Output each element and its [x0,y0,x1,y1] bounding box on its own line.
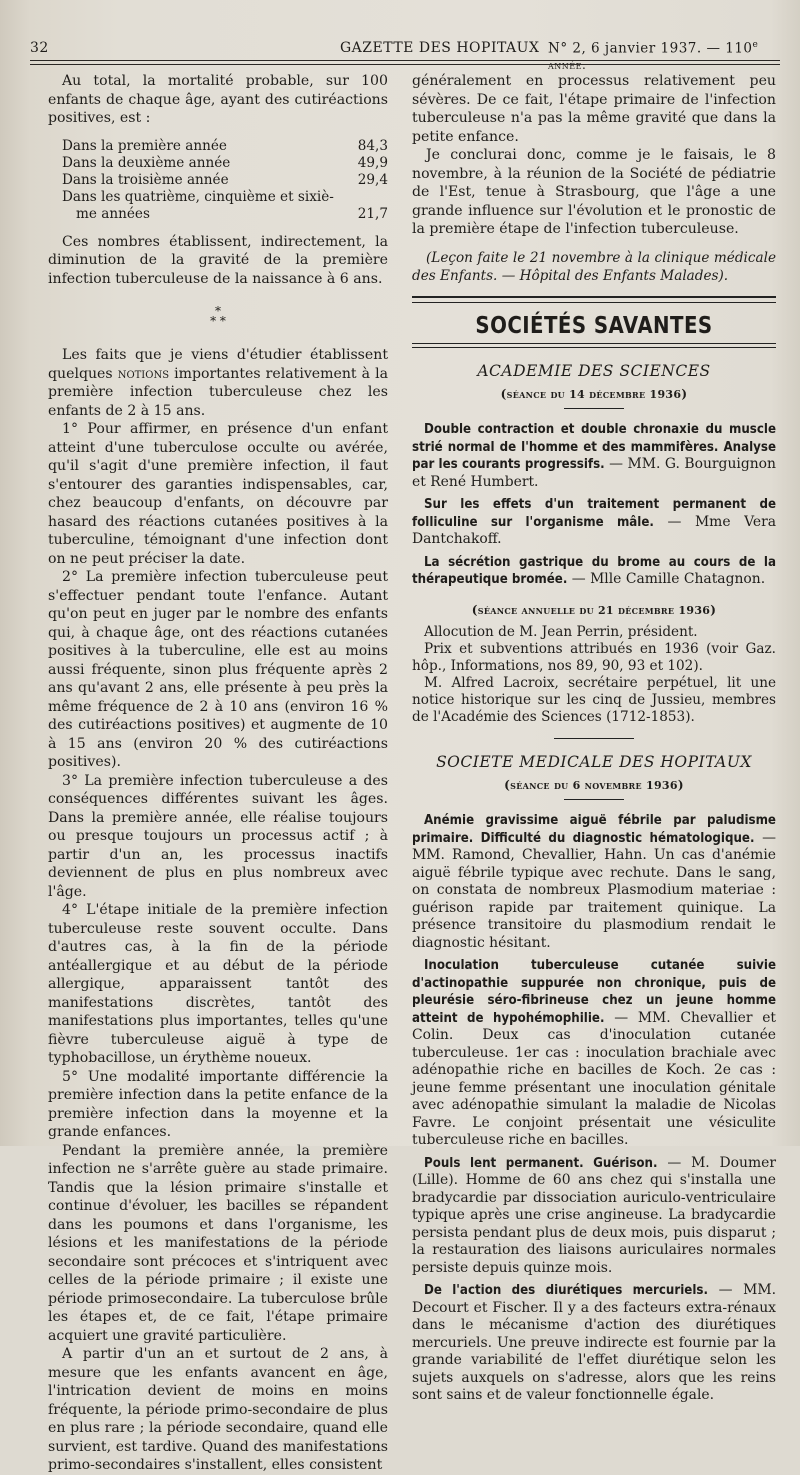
seance-text: séance du 14 décembre 1936 [506,387,682,401]
seance-heading: (séance du 14 décembre 1936) [500,386,688,401]
stat-label: Dans les quatrième, cinquième et sixiè- [62,188,334,205]
intro-paragraph: Au total, la mortalité probable, sur 100 enfants de chaque âge, ayant des cutiréactions positives, est : [48,73,388,126]
seance-text: séance du 6 novembre 1936 [510,778,678,792]
stat-row [62,189,388,223]
stat-row [62,138,388,155]
paragraph: 4° L'étape initiale de la première infection tuberculeuse reste souvent occulte. Dans d'autres cas, à la fin de la période antéallergique et au début de la période allergique, apparaissent tantôt des manifestations discrètes, tantôt des manifestations plus importantes, telles qu'une fièvre tuberculeuse aiguë à type de typhobacillose, un érythème noueux. [48,902,388,1066]
conclusion-paragraph: Ces nombres établissent, indirectement, la diminution de la gravité de la première infection tuberculeuse de la naissance à 6 ans. [48,233,388,287]
entry-text: Un cas d'anémie aiguë fébrile typique avec rechute. Dans le sang, on constata de nombreux Plasmodium materiae : guérison rapide par traitement quinique. La présence transitoire du plasmodium rendait le diagnostic hésitant. [412,847,776,951]
paragraph: 3° La première infection tuberculeuse a des conséquences différentes suivant les âges. Dans la première année, elle réalise toujours ou presque toujours un processus actif ; à partir d'un an, les processus inactifs deviennent de plus en plus nombreux avec l'âge. [48,772,388,900]
paragraph: 2° La première infection tuberculeuse peut s'effectuer pendant toute l'enfance. Autant qu'on peut en juger par le nombre des enfants qui, à chaque âge, ont des réactions cutanées positives à la tuberculine, elle est au moins aussi fréquente, sinon plus fréquente après 2 ans qu'avant 2 ans, elle présente à peu près la même fréquence de 2 à 10 ans (environ 16 % des cutiréactions positives) et augmente de 10 à 15 ans (environ 20 % des cutiréactions positives). [48,569,388,770]
entry-authors: — Mlle Camille Chatagnon. [571,571,766,587]
text-span: importantes relativement à la première infection tuberculeuse chez les enfants de 2 à 15 ans. [48,365,388,419]
stat-row [62,172,388,189]
divider [564,408,624,409]
text-span: notions [117,365,170,382]
page-number: 32 [30,40,49,56]
communication-entry [412,554,776,589]
divider [554,738,634,739]
entry-authors: — MM. Decourt et Fischer. [412,1282,777,1316]
stat-label: me années [76,205,150,222]
stat-value: 49,9 [357,154,388,171]
paragraph: Je conclurai donc, comme je le faisais, le 8 novembre, à la réunion de la Société de pédiatrie de l'Est, tenue à Strasbourg, que l'âge a une grande influence sur l'évolution et le pronostic de la première étape de l'infection tuberculeuse. [412,147,776,237]
stat-label: Dans la troisième année [62,171,229,188]
seance-heading: (séance annuelle du 21 décembre 1936) [471,602,717,617]
communication-entry [412,496,776,549]
asterism-top: * [215,304,221,318]
communication-entry [412,421,776,491]
issue-suffix: année. [548,57,587,72]
entry-title: La sécrétion gastrique du brome au cours de la thérapeutique bromée. [412,554,776,587]
paragraph: généralement en processus relativement peu sévères. De ce fait, l'étape primaire de l'infection tuberculeuse n'a pas la même gravité que dans la petite enfance. [412,73,776,145]
entry-authors: — MM. Chevallier et Colin. [412,1009,776,1043]
stat-value: 21,7 [357,205,388,222]
issue-sup: e [752,40,759,50]
section-rule [412,343,776,348]
stat-row [62,155,388,172]
stat-label: Dans la première année [62,137,227,154]
left-column [48,72,388,1475]
entry-title: Sur les effets d'un traitement permanent de folliculine sur l'organisme mâle. [412,497,776,530]
lecture-credit: (Leçon faite le 21 novembre à la clinique médicale des Enfants. — Hôpital des Enfants Malades). [412,249,776,284]
seance-text: séance annuelle du 21 décembre 1936 [477,603,711,617]
annual-item: M. Alfred Lacroix, secrétaire perpétuel, lit une notice historique sur les cinq de Jussieu, membres de l'Académie des Sciences (1712-1853). [412,675,776,725]
section-title: SOCIÉTÉS SAVANTES [475,312,713,339]
seance-heading: (séance du 6 novembre 1936) [504,777,684,792]
communication-entry [412,812,776,952]
annual-item: Prix et subventions attribués en 1936 (voir Gaz. hôp., Informations, nos 89, 90, 93 et 102). [412,641,776,674]
header-rule [30,60,780,65]
entry-title: Double contraction et double chronaxie du muscle strié normal de l'homme et des mammifères. Analyse par les courants progressifs. [412,422,776,472]
entry-authors: — MM. G. Bourguignon et René Humbert. [412,456,776,490]
issue-main: N° 2, 6 janvier 1937. — 110 [548,40,753,57]
asterism [48,306,388,326]
stat-label: Dans la deuxième année [62,154,231,171]
entry-authors: — Mme Vera Dantchakoff. [412,513,777,547]
entry-title: Anémie gravissime aiguë fébrile par paludisme primaire. Difficulté du diagnostic hématologique. [412,813,776,846]
right-column [412,72,776,1410]
communication-entry [412,1282,776,1405]
entry-authors: — MM. Ramond, Chevallier, Hahn. [412,829,776,863]
communication-entry [412,957,776,1150]
entry-authors: — M. Doumer (Lille). [412,1154,777,1188]
stat-value: 84,3 [357,137,388,154]
paragraph: 1° Pour affirmer, en présence d'un enfant atteint d'une tuberculose occulte ou avérée, qu'il s'agit d'une première infection, il faut s'entourer des garanties indispensables, car, chez beaucoup d'enfants, on découvre par hasard des réactions cutanées positives à la tuberculine, témoignant d'une infection dont on ne peut préciser la date. [48,421,388,567]
journal-title: GAZETTE DES HOPITAUX [340,40,540,56]
paragraph: A partir d'un an et surtout de 2 ans, à mesure que les enfants avancent en âge, l'intrication devient de moins en moins fréquente, la période primo-secondaire de plus en plus rare ; la période secondaire, quand elle survient, est tardive. Quand des manifestations primo-secondaires s'installent, elles consistent [48,1346,388,1473]
paragraph [48,346,388,420]
stat-value: 29,4 [357,171,388,188]
entry-title: De l'action des diurétiques mercuriels. [424,1283,708,1298]
mortality-stats [62,138,388,223]
entry-title: Pouls lent permanent. Guérison. [424,1155,658,1171]
annual-item: Allocution de M. Jean Perrin, président. [424,624,698,640]
society-name: ACADEMIE DES SCIENCES [477,362,711,380]
society-name: SOCIETE MEDICALE DES HOPITAUX [436,753,752,771]
paragraph: Pendant la première année, la première infection ne s'arrête guère au stade primaire. Tandis que la lésion primaire s'installe et continue d'évoluer, les bacilles se répandent dans les poumons et dans l'organisme, les lésions et les manifestations de la période secondaire sont précoces et s'intriquent avec celles de la période primaire ; il existe une période primosecondaire. La tuberculose brûle les étapes et, de ce fait, l'étape primaire acquiert une gravité particulière. [48,1142,388,1344]
issue-info [548,40,780,73]
entry-text: Il y a des facteurs extra-rénaux dans le mécanisme d'action des diurétiques mercuriels. Une preuve indirecte est fournie par la grande variabilité de l'effet diurétique selon les sujets auxquels on s'adresse, alors que les reins sont sains et de valeur fonctionnelle égale. [412,1299,776,1403]
entry-text: Homme de 60 ans chez qui s'installa une bradycardie par dissociation auriculo-ventriculaire typique après une crise angineuse. La bradycardie persista pendant plus de deux mois, puis disparut ; la restauration des liaisons auriculaires normales persiste depuis quinze mois. [412,1172,776,1276]
entry-text: Deux cas d'inoculation cutanée tuberculeuse. 1er cas : inoculation brachiale avec adénopathie riche en bacilles de Koch. 2e cas : jeune femme présentant une inoculation génitale avec adénopathie simulant la maladie de Nicolas Favre. Le conjoint présentait une vésiculite tuberculeuse riche en bacilles. [412,1027,777,1148]
section-rule [412,296,776,303]
communication-entry [412,1155,776,1278]
divider [564,799,624,800]
text-span: Les faits que je viens d'étudier établissent quelques [48,347,388,382]
asterism-bottom: * * [210,314,226,328]
entry-title: Inoculation tuberculeuse cutanée suivie d'actinopathie suppurée non chronique, puis de pleurésie séro-fibrineuse chez un jeune homme atteint de hypohémophilie. [412,958,776,1026]
paragraph: 5° Une modalité importante différencie la première infection dans la petite enfance de la première infection dans la moyenne et la grande enfances. [48,1068,388,1140]
